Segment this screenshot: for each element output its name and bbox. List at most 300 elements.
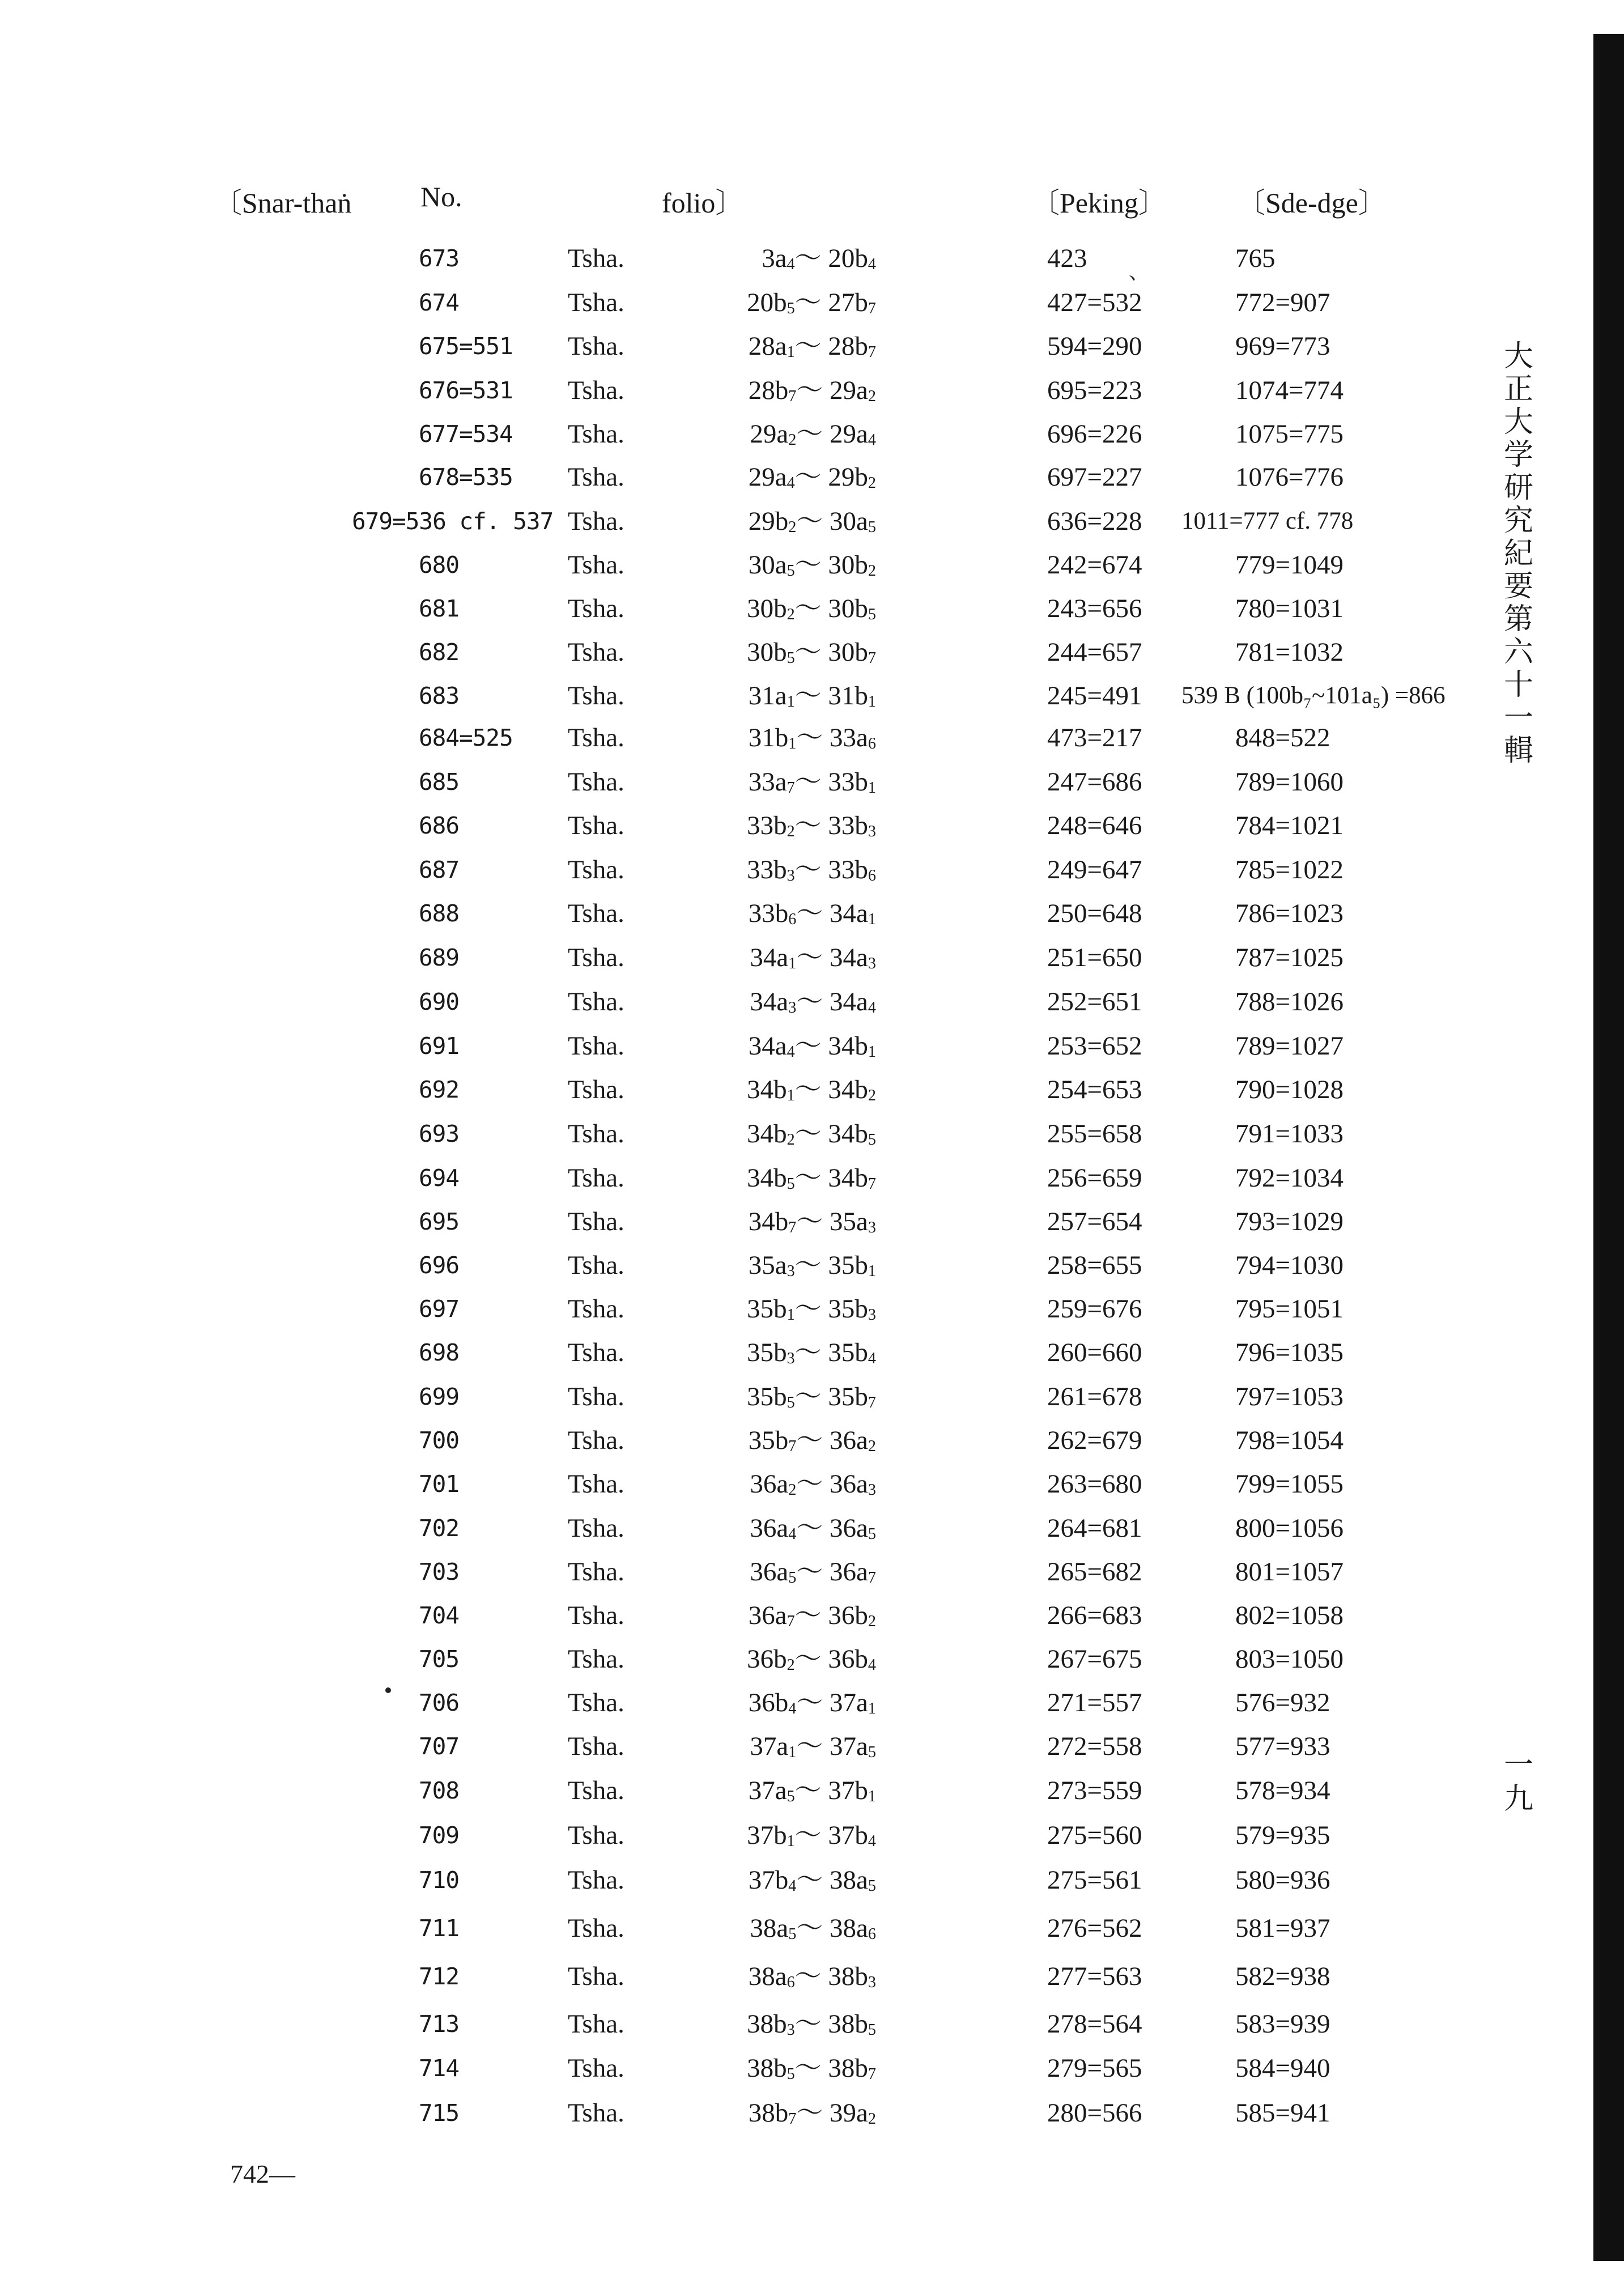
folio-range	[749, 1860, 876, 1900]
peking-number: 256=659	[1047, 1163, 1142, 1193]
folio-page: 3a	[762, 244, 787, 273]
snar-than-number: 684=525	[419, 724, 513, 751]
sde-dge-number: 797=1053	[1235, 1382, 1344, 1411]
folio-page: 36b	[748, 1688, 789, 1717]
snar-than-number: 713	[419, 2010, 460, 2038]
range-tilde: 〜	[794, 288, 828, 317]
folio-line-subscript: 4	[868, 431, 876, 449]
volume-label: Tsha.	[568, 1294, 624, 1324]
volume-label: Tsha.	[568, 2098, 624, 2128]
folio-line-subscript: 3	[868, 955, 876, 973]
volume-label: Tsha.	[568, 1644, 624, 1674]
folio-range	[749, 1770, 876, 1811]
sde-dge-number: 765	[1235, 244, 1276, 273]
folio-page: 36a	[830, 1513, 868, 1543]
folio-page: 33a	[748, 767, 787, 797]
folio-page: 38a	[748, 1962, 787, 1991]
folio-line-subscript: 5	[787, 300, 795, 318]
folio-line-subscript: 5	[787, 1175, 795, 1193]
snar-than-number: 692	[419, 1076, 460, 1103]
folio-page: 35a	[748, 1251, 787, 1280]
folio-page: 29a	[830, 419, 868, 449]
folio-page: 37a	[748, 1776, 787, 1805]
folio-range	[747, 849, 876, 890]
volume-label: Tsha.	[568, 1688, 624, 1717]
folio-line-subscript: 1	[868, 1788, 876, 1806]
folio-page: 36a	[750, 1469, 789, 1499]
table-row	[0, 1376, 1624, 1417]
peking-number: 249=647	[1047, 855, 1142, 885]
peking-number: 259=676	[1047, 1294, 1142, 1324]
peking-number: 275=561	[1047, 1865, 1142, 1895]
folio-line-subscript: 7	[868, 1394, 876, 1412]
sde-dge-number: 784=1021	[1235, 811, 1344, 840]
folio-line-subscript: 1	[787, 1087, 795, 1105]
folio-page: 36a	[750, 1557, 789, 1587]
snar-than-number: 695	[419, 1208, 460, 1235]
table-row	[0, 1639, 1624, 1680]
folio-line-subscript: 1	[788, 735, 797, 753]
page-number-footer: 742—	[230, 2159, 295, 2188]
range-tilde: 〜	[796, 943, 830, 972]
sde-dge-number: 789=1060	[1235, 767, 1344, 797]
folio-line-subscript: 2	[787, 1131, 795, 1149]
table-row	[0, 2093, 1624, 2133]
snar-than-number: 706	[419, 1689, 460, 1716]
table-row	[0, 717, 1624, 758]
table-row	[0, 2048, 1624, 2089]
range-tilde: 〜	[796, 376, 830, 405]
table-row	[0, 981, 1624, 1022]
folio-page: 33b	[747, 855, 787, 885]
folio-line-subscript: 7	[868, 649, 876, 667]
folio-line-subscript: 7	[788, 388, 797, 406]
volume-label: Tsha.	[568, 681, 624, 711]
folio-line-subscript: 5	[787, 2065, 795, 2084]
peking-number: 697=227	[1047, 462, 1142, 492]
journal-title-char: 紀	[1503, 537, 1533, 571]
folio-range	[749, 762, 876, 802]
sde-dge-number: 789=1027	[1235, 1031, 1344, 1061]
folio-page: 33b	[828, 767, 868, 797]
peking-number: 423	[1047, 244, 1087, 273]
folio-line-subscript: 7	[788, 1438, 797, 1456]
folio-line-subscript: 4	[868, 999, 876, 1017]
peking-number: 277=563	[1047, 1962, 1142, 1991]
folio-page: 34a	[830, 943, 868, 972]
folio-page: 33b	[828, 811, 868, 840]
folio-line-subscript: 4	[868, 1350, 876, 1368]
sde-dge-number: 787=1025	[1235, 943, 1344, 972]
folio-page: 34b	[747, 1163, 787, 1193]
folio-line-subscript: 6	[788, 911, 797, 929]
range-tilde: 〜	[794, 681, 828, 711]
volume-label: Tsha.	[568, 1163, 624, 1193]
volume-label: Tsha.	[568, 331, 624, 361]
folio-page: 36a	[830, 1557, 868, 1587]
sde-dge-number: 1076=776	[1235, 462, 1344, 492]
range-tilde: 〜	[794, 1776, 828, 1805]
folio-line-subscript: 4	[788, 1877, 797, 1895]
folio-line-subscript: 4	[788, 1700, 797, 1718]
peking-number: 276=562	[1047, 1914, 1142, 1943]
table-row	[0, 501, 1624, 542]
folio-range	[749, 1245, 876, 1286]
folio-line-subscript: 6	[787, 1974, 795, 1992]
snar-than-number: 714	[419, 2055, 460, 2082]
table-row	[0, 1069, 1624, 1110]
folio-page: 38b	[747, 2053, 787, 2083]
peking-number: 266=683	[1047, 1601, 1142, 1630]
folio-page: 38a	[750, 1914, 789, 1943]
sde-dge-number: 791=1033	[1235, 1119, 1344, 1149]
snar-than-number: 690	[419, 988, 460, 1015]
range-tilde: 〜	[796, 419, 830, 449]
folio-page: 38a	[830, 1865, 868, 1895]
sde-dge-number: 582=938	[1235, 1962, 1330, 1991]
folio-page: 38b	[748, 2098, 789, 2128]
range-tilde: 〜	[794, 1294, 828, 1324]
folio-page: 36a	[830, 1469, 868, 1499]
folio-page: 35b	[828, 1294, 868, 1324]
volume-label: Tsha.	[568, 855, 624, 885]
table-row	[0, 282, 1624, 323]
folio-line-subscript: 4	[868, 1656, 876, 1674]
folio-page: 30b	[747, 637, 787, 667]
journal-title-char: 大	[1503, 405, 1533, 439]
folio-page: 28b	[748, 376, 789, 405]
folio-page: 34a	[830, 987, 868, 1017]
folio-page: 38b	[828, 2053, 868, 2083]
table-row	[0, 588, 1624, 629]
peking-number: 265=682	[1047, 1557, 1142, 1587]
folio-page: 29b	[748, 507, 789, 536]
folio-page: 37b	[828, 1821, 868, 1850]
journal-title-vertical	[1502, 340, 1536, 767]
table-row	[0, 2004, 1624, 2044]
folio-line-subscript: 7	[788, 1219, 797, 1237]
folio-page: 37b	[747, 1821, 787, 1850]
peking-number: 250=648	[1047, 899, 1142, 928]
snar-than-number: 687	[419, 856, 460, 883]
journal-title-char: 十	[1503, 668, 1533, 702]
table-row	[0, 1956, 1624, 1997]
volume-label: Tsha.	[568, 767, 624, 797]
folio-line-subscript: 5	[868, 1131, 876, 1149]
folio-page: 38b	[828, 1962, 868, 1991]
folio-page: 36a	[830, 1426, 868, 1455]
folio-page: 34a	[830, 899, 868, 928]
journal-title-char: 究	[1503, 504, 1533, 538]
folio-page: 33a	[830, 723, 868, 752]
folio-page: 29a	[750, 419, 789, 449]
folio-page: 28a	[748, 331, 787, 361]
range-tilde: 〜	[794, 1075, 828, 1104]
table-row	[0, 238, 1624, 279]
range-tilde: 〜	[794, 1644, 828, 1674]
folio-range	[749, 1595, 876, 1636]
snar-than-number: 682	[419, 639, 460, 666]
folio-line-subscript: 7	[868, 300, 876, 318]
peking-number: 473=217	[1047, 723, 1142, 752]
folio-page: 38b	[828, 2009, 868, 2039]
folio-page: 20b	[747, 288, 787, 317]
sde-dge-number: 578=934	[1235, 1776, 1330, 1805]
folio-page: 30a	[830, 507, 868, 536]
peking-number: 255=658	[1047, 1119, 1142, 1149]
folio-line-subscript: 2	[868, 474, 876, 492]
peking-number: 253=652	[1047, 1031, 1142, 1061]
sde-dge-number: 969=773	[1235, 331, 1330, 361]
folio-line-subscript: 1	[788, 955, 797, 973]
peking-number: 280=566	[1047, 2098, 1142, 2128]
snar-than-number: 703	[419, 1558, 460, 1585]
folio-range	[749, 893, 876, 934]
folio-page: 30b	[747, 594, 787, 623]
snar-than-number: 700	[419, 1427, 460, 1454]
volume-label: Tsha.	[568, 1914, 624, 1943]
table-row	[0, 937, 1624, 978]
range-tilde: 〜	[796, 1426, 830, 1455]
sde-dge-number: 781=1032	[1235, 637, 1344, 667]
folio-range	[749, 717, 876, 758]
folio-line-subscript: 5	[868, 1744, 876, 1762]
folio-page: 38a	[830, 1914, 868, 1943]
range-tilde: 〜	[796, 987, 830, 1017]
snar-than-number: 715	[419, 2099, 460, 2127]
folio-page: 36a	[750, 1513, 789, 1543]
range-tilde: 〜	[794, 637, 828, 667]
peking-number: 248=646	[1047, 811, 1142, 840]
folio-range	[747, 805, 876, 846]
peking-number: 244=657	[1047, 637, 1142, 667]
volume-label: Tsha.	[568, 419, 624, 449]
folio-page: 35b	[828, 1251, 868, 1280]
header-snar-than: 〔Snar-thaṅ	[214, 187, 352, 219]
volume-label: Tsha.	[568, 1776, 624, 1805]
folio-page: 35b	[748, 1426, 789, 1455]
folio-page: 37a	[750, 1732, 789, 1761]
range-tilde: 〜	[796, 1732, 830, 1761]
folio-line-subscript: 1	[868, 911, 876, 929]
range-tilde: 〜	[794, 1163, 828, 1193]
folio-page: 34b	[828, 1119, 868, 1149]
peking-number: 264=681	[1047, 1513, 1142, 1543]
volume-label: Tsha.	[568, 1962, 624, 1991]
table-row	[0, 1682, 1624, 1723]
range-tilde: 〜	[794, 550, 828, 580]
snar-than-number: 675=551	[419, 333, 513, 360]
folio-page: 29b	[828, 462, 868, 492]
journal-title-char: 輯	[1503, 734, 1533, 768]
peking-number: 275=560	[1047, 1821, 1142, 1850]
folio-line-subscript: 4	[868, 1832, 876, 1851]
snar-than-number: 696	[419, 1252, 460, 1279]
folio-line-subscript: 2	[787, 606, 795, 624]
folio-page: 34b	[828, 1031, 868, 1061]
table-row	[0, 1332, 1624, 1373]
peking-number: 263=680	[1047, 1469, 1142, 1499]
folio-line-subscript: 1	[868, 1262, 876, 1281]
folio-range	[749, 1201, 876, 1242]
table-row	[0, 414, 1624, 454]
snar-than-number: 698	[419, 1339, 460, 1366]
snar-than-number: 676=531	[419, 377, 513, 404]
sde-dge-number: 848=522	[1235, 723, 1330, 752]
range-tilde: 〜	[796, 1865, 830, 1895]
volume-label: Tsha.	[568, 1557, 624, 1587]
range-tilde: 〜	[794, 1601, 828, 1630]
volume-label: Tsha.	[568, 2053, 624, 2083]
peking-number: 247=686	[1047, 767, 1142, 797]
folio-line-subscript: 7	[787, 779, 795, 797]
sde-dge-number: 792=1034	[1235, 1163, 1344, 1193]
peking-number: 242=674	[1047, 550, 1142, 580]
folio-range	[750, 1508, 876, 1549]
journal-title-char: 六	[1503, 635, 1533, 669]
page-kanji-char: 一	[1503, 1748, 1533, 1782]
folio-range	[749, 370, 876, 411]
folio-page: 29a	[830, 376, 868, 405]
peking-number: 262=679	[1047, 1426, 1142, 1455]
range-tilde: 〜	[794, 1031, 828, 1061]
volume-label: Tsha.	[568, 943, 624, 972]
table-row	[0, 1770, 1624, 1811]
folio-line-subscript: 1	[868, 1700, 876, 1718]
peking-number: 260=660	[1047, 1338, 1142, 1367]
folio-line-subscript: 4	[787, 256, 795, 274]
folio-page: 35b	[747, 1382, 787, 1411]
journal-title-char: 大	[1503, 339, 1533, 373]
folio-page: 34b	[748, 1207, 789, 1236]
range-tilde: 〜	[796, 1557, 830, 1587]
volume-label: Tsha.	[568, 288, 624, 317]
table-row	[0, 1245, 1624, 1286]
volume-label: Tsha.	[568, 1382, 624, 1411]
snar-than-number: 683	[419, 682, 460, 709]
volume-label: Tsha.	[568, 987, 624, 1017]
folio-line-subscript: 2	[868, 1438, 876, 1456]
peking-number: 243=656	[1047, 594, 1142, 623]
sde-dge-number: 580=936	[1235, 1865, 1330, 1895]
folio-range	[747, 2004, 876, 2044]
volume-label: Tsha.	[568, 507, 624, 536]
snar-than-number: 693	[419, 1120, 460, 1147]
folio-range	[749, 2093, 876, 2133]
journal-title-char: 第	[1503, 602, 1533, 636]
folio-range	[747, 2048, 876, 2089]
range-tilde: 〜	[796, 2098, 830, 2128]
journal-title-char: 一	[1503, 701, 1533, 735]
sde-dge-number: 584=940	[1235, 2053, 1330, 2083]
peking-number: 257=654	[1047, 1207, 1142, 1236]
snar-than-number: 689	[419, 944, 460, 971]
table-row	[0, 762, 1624, 802]
snar-than-number: 694	[419, 1164, 460, 1192]
folio-page: 34a	[750, 943, 789, 972]
table-row	[0, 1908, 1624, 1949]
journal-title-char: 正	[1503, 372, 1533, 406]
sde-dge-number: 1074=774	[1235, 376, 1344, 405]
folio-page: 33b	[828, 855, 868, 885]
volume-label: Tsha.	[568, 811, 624, 840]
folio-range	[750, 1464, 876, 1504]
snar-than-number: 679=536 cf. 537	[352, 508, 554, 535]
range-tilde: 〜	[794, 2009, 828, 2039]
volume-label: Tsha.	[568, 1732, 624, 1761]
table-row	[0, 1508, 1624, 1549]
folio-range	[747, 1815, 876, 1856]
range-tilde: 〜	[794, 767, 828, 797]
folio-line-subscript: 7	[868, 2065, 876, 2084]
sde-dge-number: 1075=775	[1235, 419, 1344, 449]
table-row	[0, 1464, 1624, 1504]
folio-range	[750, 414, 876, 454]
sde-dge-number: 583=939	[1235, 2009, 1330, 2039]
table-row	[0, 849, 1624, 890]
snar-than-number: 710	[419, 1866, 460, 1894]
folio-range	[750, 1551, 876, 1592]
folio-page: 39a	[830, 2098, 868, 2128]
table-row	[0, 675, 1624, 716]
folio-line-subscript: 3	[787, 2021, 795, 2039]
sde-dge-number: 803=1050	[1235, 1644, 1344, 1674]
journal-title-char: 学	[1503, 438, 1533, 472]
sde-dge-number: 785=1022	[1235, 855, 1344, 885]
folio-line-subscript: 3	[787, 1350, 795, 1368]
volume-label: Tsha.	[568, 1513, 624, 1543]
table-row	[0, 457, 1624, 498]
folio-line-subscript: 1	[868, 693, 876, 711]
folio-range	[747, 282, 876, 323]
folio-page: 36b	[828, 1644, 868, 1674]
folio-line-subscript: 3	[787, 1262, 795, 1281]
folio-range	[747, 1289, 876, 1329]
folio-line-subscript: 4	[787, 474, 795, 492]
folio-page: 37a	[830, 1732, 868, 1761]
folio-line-subscript: 5	[788, 1925, 797, 1944]
folio-range	[750, 981, 876, 1022]
table-row	[0, 1726, 1624, 1767]
range-tilde: 〜	[794, 1119, 828, 1149]
range-tilde: 〜	[796, 723, 830, 752]
table-row	[0, 545, 1624, 585]
folio-line-subscript: 1	[787, 343, 795, 362]
folio-line-subscript: 1	[868, 1043, 876, 1061]
folio-page: 36b	[828, 1601, 868, 1630]
volume-label: Tsha.	[568, 1119, 624, 1149]
folio-line-subscript: 2	[788, 431, 797, 449]
peking-number: 254=653	[1047, 1075, 1142, 1104]
folio-line-subscript: 6	[868, 1925, 876, 1944]
range-tilde: 〜	[794, 1821, 828, 1850]
range-tilde: 〜	[794, 331, 828, 361]
folio-range	[747, 1158, 876, 1198]
peking-number: 427=532	[1047, 288, 1142, 317]
folio-page: 34a	[750, 987, 789, 1017]
sde-dge-number: 780=1031	[1235, 594, 1344, 623]
folio-page: 37b	[748, 1865, 789, 1895]
folio-line-subscript: 3	[868, 1219, 876, 1237]
folio-page: 35b	[747, 1338, 787, 1367]
sde-dge-number: 539 B (100b₇~101a₅) =866	[1181, 682, 1446, 709]
snar-than-number: 678=535	[419, 464, 513, 491]
folio-line-subscript: 7	[868, 343, 876, 362]
volume-label: Tsha.	[568, 637, 624, 667]
folio-line-subscript: 5	[788, 1569, 797, 1587]
folio-line-subscript: 5	[868, 2021, 876, 2039]
folio-range	[750, 1726, 876, 1767]
